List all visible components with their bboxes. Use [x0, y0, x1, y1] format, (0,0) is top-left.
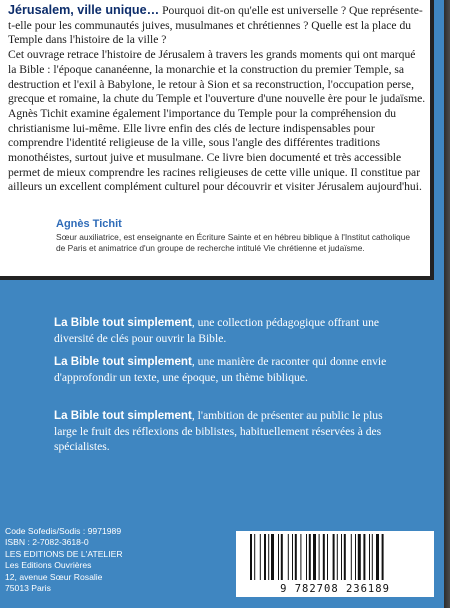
- collection-name: La Bible tout simplement: [54, 409, 192, 422]
- distributor-code: Code Sofedis/Sodis : 9971989: [5, 526, 122, 536]
- lede-questions: Pourquoi dit-on qu'elle est universelle ? Que représente-t-elle pour les communautés juives, musulmanes et chrétiennes ? Quelle est la place du Temple dans l'histoire de la ville ?: [8, 4, 423, 47]
- isbn-barcode: [236, 531, 434, 597]
- imprint-name: Les Editions Ouvrières: [5, 560, 92, 571]
- summary-body: Cet ouvrage retrace l'histoire de Jérusalem à travers les grands moments qui ont marqué la Bible : l'époque cananéenne, la monarchie et la construction du premier Temple, sa destruction et l'exil à Babylone, le retour à Sion et sa reconstruction, l'occupation perse, grecque et romaine, la chute du Temple et l'ouverture d'une nouvelle ère pour le judaïsme. Agnès Tichit examine également l'importance du Temple pour la compréhension du christianisme lui-même. Elle livre enfin des clés de lecture indispensables pour comprendre l'identité religieuse de la ville, sous l'angle des différentes traditions monothéistes, surtout juive et musulmane. Ce livre bien documenté et très accessible permet de mieux comprendre les racines religieuses de cette ville unique. Il constitue par ailleurs un excellent complément culturel pour découvrir et visiter Jérusalem aujourd'hui.: [8, 48, 426, 194]
- collection-name: La Bible tout simplement: [54, 355, 192, 368]
- collection-blurb-2: [54, 354, 389, 385]
- summary-text: [8, 3, 426, 195]
- author-name: Agnès Tichit: [56, 218, 122, 230]
- lede-title: Jérusalem, ville unique…: [8, 3, 160, 17]
- blurb-text: , l'ambition de présenter au public le plus large le fruit des réflexions de biblistes, habituellement réservées à des spécialistes.: [54, 409, 383, 453]
- blurb-text: , une manière de raconter qui donne envie d'approfondir un texte, une époque, un thème biblique.: [54, 355, 387, 384]
- summary-lede: [8, 3, 426, 48]
- collection-name: La Bible tout simplement: [54, 316, 192, 329]
- barcode-number: 9 782708 236189: [280, 583, 390, 595]
- blurb-text: , une collection pédagogique offrant une diversité de clés pour ouvrir la Bible.: [54, 316, 380, 345]
- author-block: [56, 218, 421, 253]
- publisher-imprint: [5, 526, 225, 594]
- publisher-street: 12, avenue Sœur Rosalie: [5, 571, 103, 582]
- isbn: ISBN : 2-7082-3618-0: [5, 537, 89, 548]
- book-spine-edge: [444, 0, 450, 608]
- publisher-name: LES EDITIONS DE L'ATELIER: [5, 548, 123, 559]
- barcode-bars: [246, 534, 424, 582]
- publisher-city: 75013 Paris: [5, 583, 51, 594]
- collection-blurb-1: [54, 315, 389, 346]
- collection-blurb-3: [54, 408, 389, 455]
- author-bio: Sœur auxiliatrice, est enseignante en Écriture Sainte et en hébreu biblique à l'Institut catholique de Paris et animatrice d'un groupe de recherche intitulé Vie chrétienne et judaïsme.: [56, 232, 411, 253]
- summary-panel: [0, 0, 434, 280]
